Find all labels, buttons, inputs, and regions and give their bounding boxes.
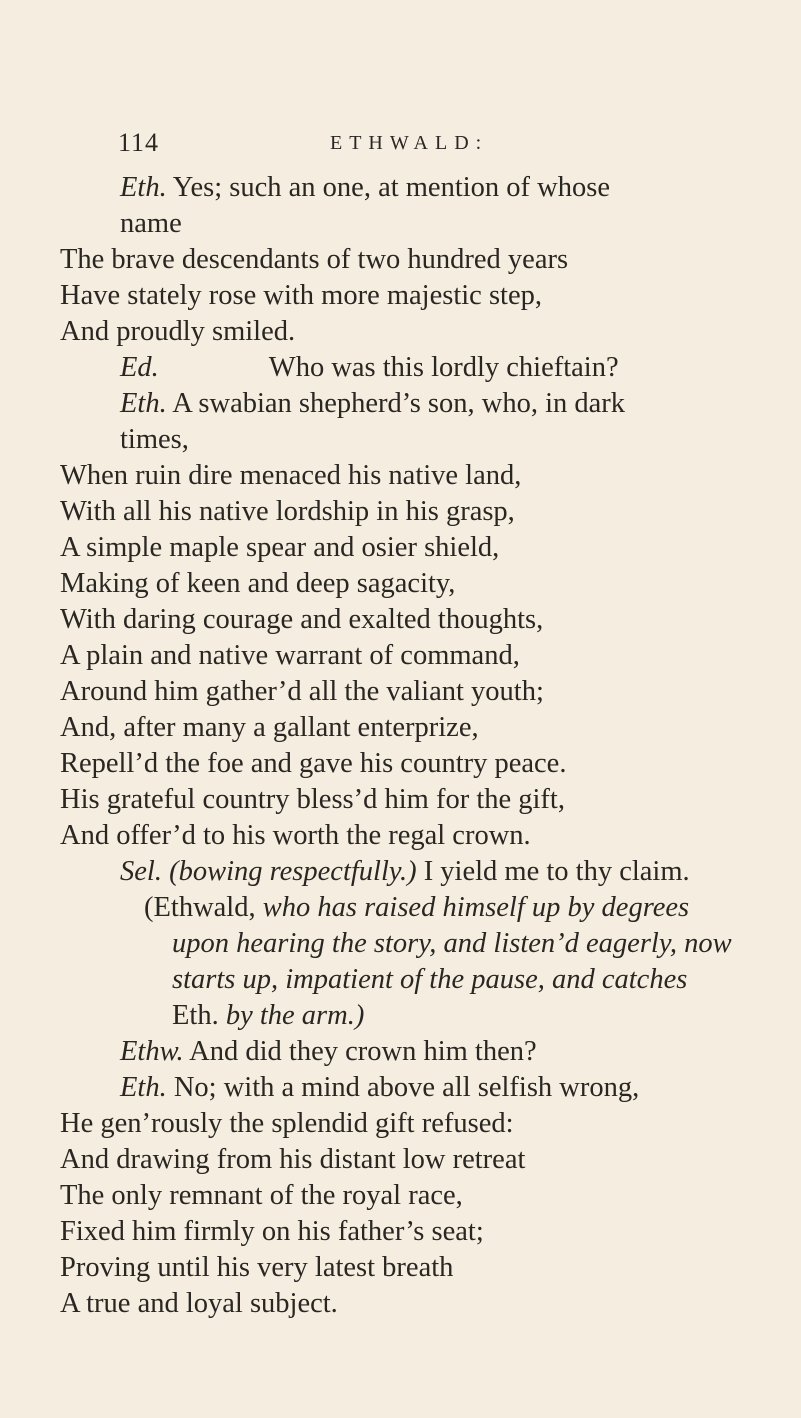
line-text: Repell’d the foe and gave his country peace. [60,748,567,779]
text-line [60,494,515,530]
text-line [144,890,689,926]
line-text: A true and loyal subject. [60,1288,338,1319]
line-text: With daring courage and exalted thoughts, [60,604,544,635]
line-text: Fixed him firmly on his father’s seat; [60,1216,484,1247]
line-text: name [120,208,182,239]
line-text: No; with a mind above all selfish wrong, [166,1072,640,1103]
line-text: Proving until his very latest breath [60,1252,454,1283]
line-text: And drawing from his distant low retreat [60,1144,526,1175]
text-line [60,710,479,746]
line-text: Have stately rose with more majestic step, [60,280,542,311]
text-line [172,926,732,962]
text-line [60,818,531,854]
stage-direction: (bowing respectfully.) [161,856,417,887]
text-line [120,386,625,422]
text-line [120,170,610,206]
line-text: Making of keen and deep sagacity, [60,568,456,599]
text-line [172,962,687,998]
speaker-name: Ethw. [120,1036,184,1067]
line-text: times, [120,424,189,455]
page-header [118,128,678,158]
text-line [172,998,364,1034]
stage-direction: starts up, impatient of the pause, and catches [172,964,688,995]
line-text: When ruin dire menaced his native land, [60,460,522,491]
line-text: The only remnant of the royal race, [60,1180,463,1211]
speaker-name: Eth. [120,1072,167,1103]
line-text: His grateful country bless’d him for the gift, [60,784,565,815]
text-line [60,638,520,674]
line-text: I yield me to thy claim. [416,856,690,887]
stage-direction: who has raised himself up by degrees [255,892,690,923]
text-line [60,278,542,314]
text-line [60,566,455,602]
line-text: He gen’rously the splendid gift refused: [60,1108,514,1139]
speaker-name: Eth. [120,172,167,203]
text-line [60,1142,525,1178]
text-line [120,854,690,890]
text-line [60,1214,484,1250]
text-line [60,746,566,782]
text-line [60,1106,514,1142]
line-text: (Ethwald, [144,892,256,923]
text-line [60,530,499,566]
text-line [60,242,568,278]
line-text: A simple maple spear and osier shield, [60,532,500,563]
line-text: Who was this lordly chieftain? [268,352,619,383]
running-title: ETHWALD: [330,132,489,154]
line-text: A plain and native warrant of command, [60,640,520,671]
line-text: And, after many a gallant enterprize, [60,712,479,743]
line-text: Yes; such an one, at mention of whose [166,172,610,203]
line-text: Eth. [172,1000,219,1031]
page-number: 114 [118,128,160,157]
text-line [60,314,295,350]
line-text: A swabian shepherd’s son, who, in dark [166,388,626,419]
text-line [120,1070,639,1106]
speaker-name: Ed. [120,352,159,383]
text-line [60,1250,453,1286]
text-line [120,206,182,242]
text-line [120,1034,537,1070]
stage-direction: by the arm.) [218,1000,365,1031]
line-text: Around him gather’d all the valiant youth; [60,676,544,707]
text-line [120,350,619,386]
text-line [60,602,543,638]
line-text: The brave descendants of two hundred years [60,244,569,275]
text-line [60,458,521,494]
speaker-name: Sel. [120,856,162,887]
line-text: And proudly smiled. [60,316,296,347]
text-line [60,782,565,818]
stage-direction: upon hearing the story, and listen’d eagerly, now [172,928,732,959]
text-line [60,1178,463,1214]
speaker-name: Eth. [120,388,167,419]
text-line [60,674,544,710]
line-text: With all his native lordship in his grasp, [60,496,515,527]
line-text: And did they crown him then? [183,1036,537,1067]
line-text: And offer’d to his worth the regal crown. [60,820,531,851]
text-line [60,1286,338,1322]
text-line [120,422,189,458]
